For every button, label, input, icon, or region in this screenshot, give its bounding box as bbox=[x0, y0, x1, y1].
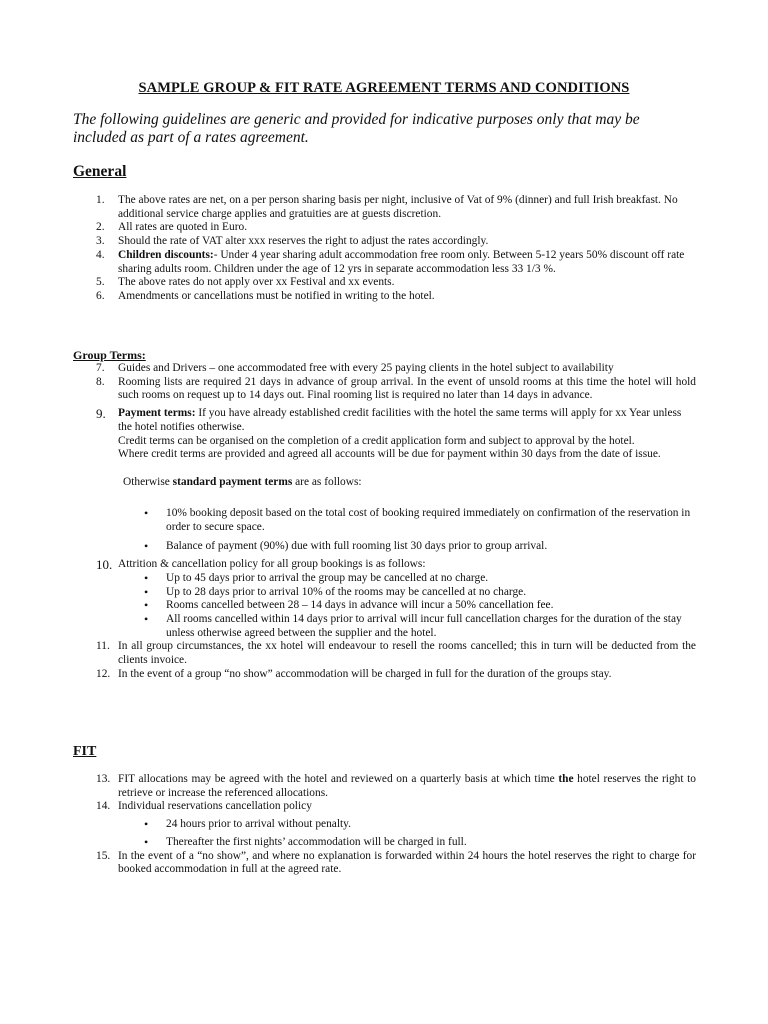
item-number: 1. bbox=[96, 194, 105, 206]
item-number: 7. bbox=[96, 362, 105, 374]
cancellation-bullets bbox=[73, 572, 696, 641]
item-paragraph: Credit terms can be organised on the completion of a credit application form and subject to approval by the hotel. bbox=[118, 434, 635, 447]
item-text: In the event of a group “no show” accommodation will be charged in full for the duration of the groups stay. bbox=[118, 667, 612, 680]
general-list bbox=[73, 194, 696, 304]
list-item bbox=[73, 362, 696, 376]
item-number: 8. bbox=[96, 375, 105, 388]
bullet-item: • Up to 45 days prior to arrival the group may be cancelled at no charge. bbox=[118, 572, 696, 586]
list-item bbox=[73, 376, 696, 403]
item-number: 9. bbox=[96, 406, 106, 422]
item-number: 10. bbox=[96, 557, 113, 573]
group-terms-list bbox=[73, 362, 696, 681]
item-text: hotel reserves the right to retrieve or increase the referenced allocations. bbox=[118, 773, 696, 799]
item-text: In all group circumstances, the xx hotel will endeavour to resell the rooms cancelled; this in turn will be deducted from the clients invoice. bbox=[118, 640, 696, 667]
item-text: Guides and Drivers – one accommodated free with every 25 paying clients in the hotel subject to availability bbox=[118, 362, 614, 374]
intro-paragraph: The following guidelines are generic and provided for indicative purposes only that may be included as part of a rates agreement. bbox=[73, 111, 640, 146]
item-text: If you have already established credit facilities with the hotel the same terms will apply for xx Year unless the hotel notifies otherwise. bbox=[118, 407, 682, 433]
document-title: SAMPLE GROUP & FIT RATE AGREEMENT TERMS AND CONDITIONS bbox=[138, 80, 630, 96]
bullet-item: • Balance of payment (90%) due with full rooming list 30 days prior to group arrival. bbox=[118, 540, 696, 554]
list-item bbox=[73, 850, 696, 877]
item-number: 15. bbox=[96, 849, 111, 862]
list-item bbox=[73, 800, 696, 849]
item-text: The above rates are net, on a per person sharing basis per night, inclusive of Vat of 9% (dinner) and full Irish breakfast. No additional service charge applies and gratuities are at guests discretion. bbox=[118, 194, 678, 220]
item-text: The above rates do not apply over xx Festival and xx events. bbox=[118, 276, 395, 289]
list-item bbox=[73, 221, 696, 235]
individual-cancellation-bullets bbox=[73, 818, 696, 849]
item-number: 3. bbox=[96, 235, 105, 248]
group-terms-heading: Group Terms: bbox=[73, 348, 146, 362]
bullet-item: • Rooms cancelled between 28 – 14 days in advance will incur a 50% cancellation fee. bbox=[118, 599, 696, 613]
item-number: 14. bbox=[96, 800, 111, 813]
item-number: 6. bbox=[96, 289, 105, 302]
list-item bbox=[73, 640, 696, 667]
general-heading: General bbox=[73, 163, 127, 180]
item-text: Amendments or cancellations must be notified in writing to the hotel. bbox=[118, 289, 435, 302]
item-text: FIT allocations may be agreed with the hotel and reviewed on a quarterly basis at which time bbox=[118, 773, 559, 785]
item-number: 12. bbox=[96, 667, 111, 680]
item-text: Rooming lists are required 21 days in advance of group arrival. In the event of unsold rooms at this time the hotel will hold such rooms on request up to 14 days out. Final rooming list is required no later than 14 days in advance. bbox=[118, 375, 696, 402]
list-item bbox=[73, 276, 696, 290]
standard-terms-line: Otherwise standard payment terms are as follows: bbox=[123, 475, 362, 488]
list-item bbox=[73, 558, 696, 640]
item-number: 5. bbox=[96, 276, 105, 289]
bullet-item: • Up to 28 days prior to arrival 10% of the rooms may be cancelled at no charge. bbox=[118, 586, 696, 600]
item-text: Should the rate of VAT alter xxx reserves the right to adjust the rates accordingly. bbox=[118, 235, 489, 248]
list-item bbox=[73, 773, 696, 800]
list-item bbox=[73, 407, 696, 554]
item-text: All rates are quoted in Euro. bbox=[118, 221, 248, 234]
item-number: 4. bbox=[96, 248, 105, 261]
list-item bbox=[73, 249, 696, 276]
fit-list bbox=[73, 773, 696, 877]
list-item bbox=[73, 668, 696, 682]
item-number: 2. bbox=[96, 221, 105, 234]
item-text: Individual reservations cancellation policy bbox=[118, 800, 312, 813]
item-bold-label: Children discounts: bbox=[118, 248, 214, 261]
list-item bbox=[73, 194, 696, 221]
item-number: 11. bbox=[96, 640, 110, 653]
item-text: In the event of a “no show”, and where no explanation is forwarded within 24 hours the hotel reserves the right to charge for booked accommodation in full at the agreed rate. bbox=[118, 849, 696, 876]
item-number: 13. bbox=[96, 773, 111, 785]
bullet-item: • All rooms cancelled within 14 days prior to arrival will incur full cancellation charges for the duration of the stay unless otherwise agreed between the supplier and the hotel. bbox=[118, 613, 696, 640]
payment-terms-bullets bbox=[73, 507, 696, 554]
item-text: - Under 4 year sharing adult accommodation free room only. Between 5-12 years 50% discount off rate sharing adults room. Children under the age of 12 yrs in separate accommodation less 33 1/3 %. bbox=[118, 248, 685, 275]
bullet-item: • 24 hours prior to arrival without penalty. bbox=[118, 818, 696, 832]
list-item bbox=[73, 235, 696, 249]
bullet-item: • Thereafter the first nights’ accommodation will be charged in full. bbox=[118, 836, 696, 850]
item-text: Attrition & cancellation policy for all group bookings is as follows: bbox=[118, 558, 426, 571]
bullet-item: • 10% booking deposit based on the total cost of booking required immediately on confirmation of the reservation in order to secure space. bbox=[118, 507, 696, 534]
list-item bbox=[73, 290, 696, 304]
item-paragraph: Where credit terms are provided and agreed all accounts will be due for payment within 30 days from the date of issue. bbox=[118, 448, 661, 461]
item-bold-word: the bbox=[558, 773, 574, 785]
fit-heading: FIT bbox=[73, 744, 97, 759]
item-bold-label: Payment terms: bbox=[118, 407, 196, 420]
